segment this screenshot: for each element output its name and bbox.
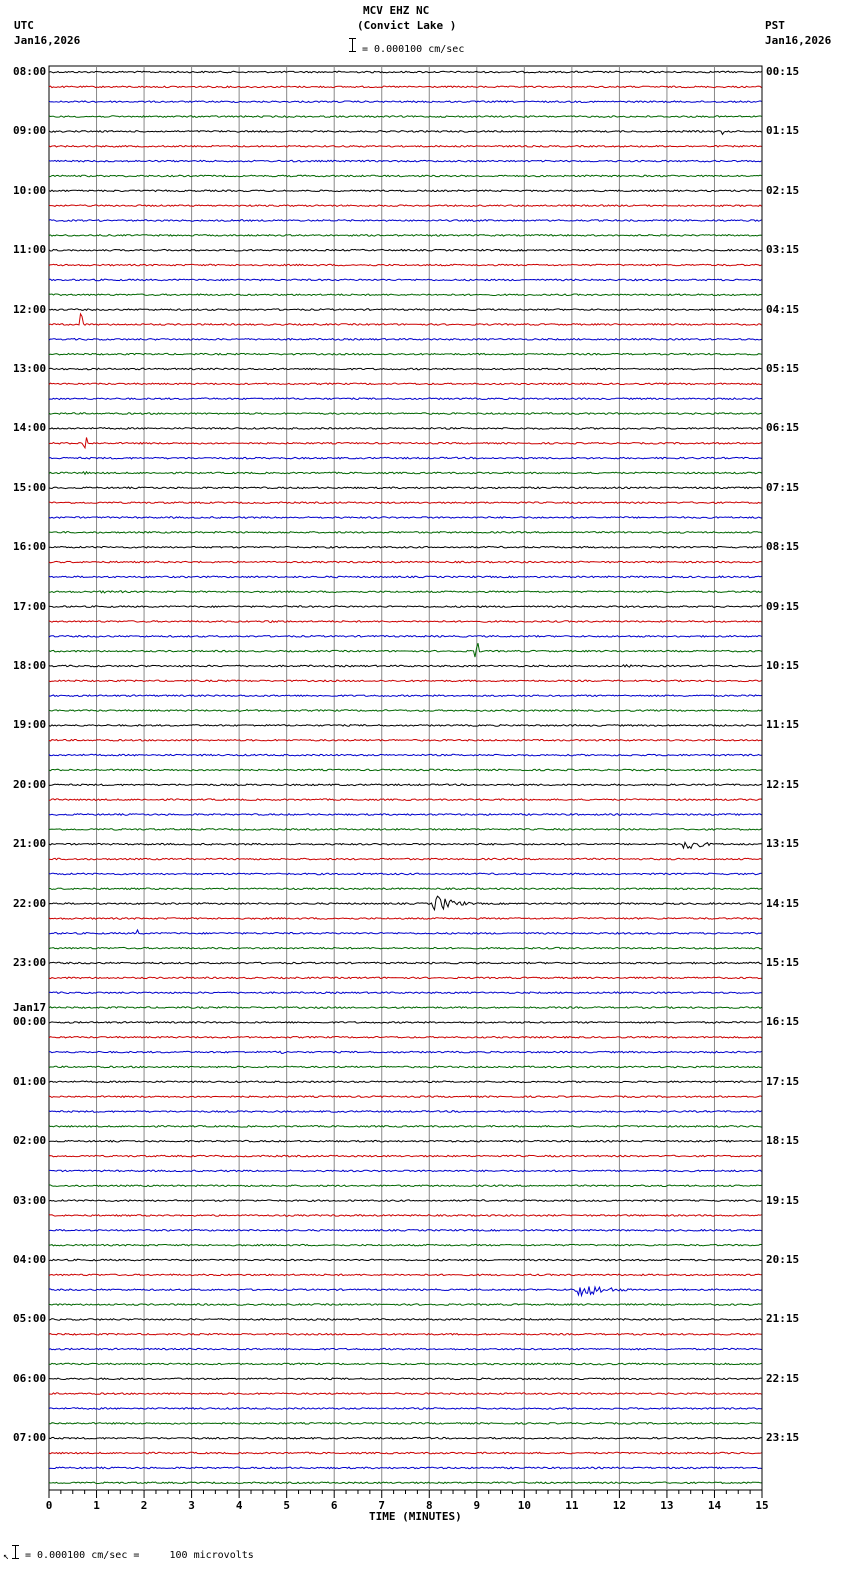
trace-30 xyxy=(49,517,762,519)
trace-31 xyxy=(49,532,762,534)
trace-72 xyxy=(49,1140,762,1142)
trace-94 xyxy=(49,1467,762,1469)
trace-39 xyxy=(49,643,762,657)
right-hour-label: 08:15 xyxy=(766,540,800,554)
right-hour-label: 04:15 xyxy=(766,302,800,316)
right-hour-label: 19:15 xyxy=(766,1193,800,1207)
right-hour-label: 18:15 xyxy=(766,1134,800,1148)
scale-text: = 0.000100 cm/sec xyxy=(362,44,465,55)
trace-57 xyxy=(49,918,762,920)
right-hour-label: 12:15 xyxy=(766,777,800,791)
trace-44 xyxy=(49,725,762,727)
right-date: Jan16,2026 xyxy=(765,34,832,47)
trace-77 xyxy=(49,1215,762,1217)
right-hour-label: 06:15 xyxy=(766,421,800,435)
trace-37 xyxy=(49,621,762,623)
trace-8 xyxy=(49,190,762,192)
x-tick-label: 3 xyxy=(188,1499,195,1512)
left-hour-label: 23:00 xyxy=(13,956,47,969)
footer-scale-cap-top xyxy=(12,1545,19,1546)
left-hour-label: 09:00 xyxy=(13,124,47,138)
right-hour-label: 07:15 xyxy=(766,480,800,494)
right-hour-label: 10:15 xyxy=(766,659,800,672)
trace-61 xyxy=(49,977,762,979)
left-hour-label: 14:00 xyxy=(13,421,47,435)
trace-29 xyxy=(49,502,762,504)
trace-38 xyxy=(49,636,762,638)
footer-scale-bar-icon xyxy=(15,1545,16,1559)
left-hour-label: 00:00 xyxy=(13,1015,47,1029)
trace-89 xyxy=(49,1393,762,1395)
left-hour-label: 03:00 xyxy=(13,1193,47,1207)
left-timezone: UTC xyxy=(14,19,34,32)
trace-59 xyxy=(49,947,762,949)
trace-22 xyxy=(49,398,762,400)
trace-27 xyxy=(49,472,762,475)
date-change-label: Jan17 xyxy=(13,1001,47,1015)
trace-64 xyxy=(49,1022,762,1024)
trace-92 xyxy=(49,1437,762,1439)
trace-40 xyxy=(49,665,762,667)
trace-9 xyxy=(49,205,762,207)
left-hour-label: 11:00 xyxy=(13,243,47,257)
right-hour-label: 21:15 xyxy=(766,1312,800,1326)
left-hour-label: 12:00 xyxy=(13,302,47,316)
trace-7 xyxy=(49,175,762,177)
trace-90 xyxy=(49,1408,762,1410)
right-hour-label: 14:15 xyxy=(766,896,800,910)
x-tick-label: 8 xyxy=(425,1499,433,1512)
left-hour-label: 22:00 xyxy=(13,896,47,910)
left-hour-label: 07:00 xyxy=(13,1431,47,1445)
trace-23 xyxy=(49,413,762,415)
trace-34 xyxy=(49,576,762,578)
right-hour-label: 01:15 xyxy=(766,124,800,138)
left-hour-label: 04:00 xyxy=(13,1253,47,1266)
right-hour-label: 16:15 xyxy=(766,1015,800,1029)
x-tick-label: 13 xyxy=(660,1499,674,1512)
trace-10 xyxy=(49,220,762,222)
trace-70 xyxy=(49,1111,762,1113)
trace-43 xyxy=(49,710,762,712)
x-tick-label: 5 xyxy=(283,1499,290,1512)
left-hour-label: 05:00 xyxy=(13,1312,47,1326)
trace-85 xyxy=(49,1334,762,1336)
left-hour-label: 06:00 xyxy=(13,1371,47,1385)
left-hour-label: 18:00 xyxy=(13,659,47,672)
x-tick-label: 0 xyxy=(45,1499,53,1512)
trace-60 xyxy=(49,962,762,964)
right-timezone: PST xyxy=(765,19,785,32)
trace-81 xyxy=(49,1274,762,1276)
left-hour-label: 19:00 xyxy=(13,718,47,732)
trace-51 xyxy=(49,829,762,831)
trace-17 xyxy=(49,314,762,325)
x-tick-label: 7 xyxy=(378,1499,386,1512)
trace-41 xyxy=(49,680,762,682)
trace-3 xyxy=(49,116,762,118)
x-tick-label: 6 xyxy=(330,1499,338,1512)
trace-50 xyxy=(49,814,762,816)
trace-86 xyxy=(49,1348,762,1350)
trace-48 xyxy=(49,784,762,786)
trace-73 xyxy=(49,1155,762,1157)
trace-20 xyxy=(49,368,762,370)
right-hour-label: 15:15 xyxy=(766,956,800,969)
left-hour-label: 10:00 xyxy=(13,183,47,197)
trace-33 xyxy=(49,561,762,563)
footer-scale-note: = 0.000100 cm/sec = 100 microvolts xyxy=(25,1550,254,1561)
trace-47 xyxy=(49,769,762,771)
trace-24 xyxy=(49,428,762,430)
trace-63 xyxy=(49,1007,762,1009)
trace-19 xyxy=(49,353,762,355)
trace-36 xyxy=(49,606,762,608)
trace-25 xyxy=(49,438,762,448)
footer-arrow-icon: ↖ xyxy=(3,1551,10,1562)
trace-83 xyxy=(49,1304,762,1306)
trace-26 xyxy=(49,457,762,459)
trace-95 xyxy=(49,1482,762,1484)
right-hour-label: 17:15 xyxy=(766,1074,800,1088)
right-hour-label: 03:15 xyxy=(766,243,800,257)
x-tick-label: 1 xyxy=(93,1499,100,1512)
trace-62 xyxy=(49,992,762,994)
left-hour-label: 17:00 xyxy=(13,599,47,613)
trace-46 xyxy=(49,754,762,756)
right-hour-label: 02:15 xyxy=(766,183,800,197)
left-hour-label: 13:00 xyxy=(13,362,47,375)
station-location: (Convict Lake ) xyxy=(357,19,457,32)
right-hour-label: 22:15 xyxy=(766,1371,800,1385)
trace-32 xyxy=(49,546,762,548)
trace-58 xyxy=(49,930,762,934)
trace-45 xyxy=(49,740,762,742)
x-tick-label: 11 xyxy=(565,1499,579,1512)
trace-54 xyxy=(49,873,762,875)
x-tick-label: 15 xyxy=(755,1499,769,1512)
trace-74 xyxy=(49,1170,762,1172)
trace-28 xyxy=(49,487,762,489)
left-hour-label: 21:00 xyxy=(13,837,47,851)
trace-0 xyxy=(49,71,762,73)
trace-5 xyxy=(49,146,762,148)
trace-91 xyxy=(49,1423,762,1425)
trace-76 xyxy=(49,1200,762,1202)
trace-71 xyxy=(49,1126,762,1128)
x-axis-label: TIME (MINUTES) xyxy=(369,1510,462,1523)
right-hour-label: 05:15 xyxy=(766,362,800,375)
trace-78 xyxy=(49,1230,762,1232)
right-hour-label: 11:15 xyxy=(766,718,800,732)
trace-1 xyxy=(49,86,762,88)
trace-69 xyxy=(49,1096,762,1098)
x-tick-label: 9 xyxy=(473,1499,481,1512)
x-tick-label: 10 xyxy=(517,1499,531,1512)
trace-35 xyxy=(49,591,762,593)
left-hour-label: 02:00 xyxy=(13,1134,47,1148)
footer-scale-cap-bottom xyxy=(12,1558,19,1559)
trace-87 xyxy=(49,1363,762,1365)
trace-11 xyxy=(49,235,762,237)
left-hour-label: 01:00 xyxy=(13,1074,47,1088)
x-tick-label: 4 xyxy=(235,1499,243,1512)
trace-68 xyxy=(49,1081,762,1083)
right-hour-label: 09:15 xyxy=(766,599,800,613)
trace-55 xyxy=(49,888,762,890)
trace-42 xyxy=(49,695,762,697)
left-hour-label: 08:00 xyxy=(13,65,47,78)
x-tick-label: 2 xyxy=(140,1499,148,1512)
left-hour-label: 20:00 xyxy=(13,777,47,791)
trace-75 xyxy=(49,1185,762,1187)
trace-49 xyxy=(49,799,762,801)
right-hour-label: 20:15 xyxy=(766,1253,800,1266)
right-hour-label: 13:15 xyxy=(766,837,800,851)
trace-56 xyxy=(49,896,762,910)
x-tick-label: 12 xyxy=(612,1499,627,1512)
trace-79 xyxy=(49,1244,762,1246)
trace-18 xyxy=(49,339,762,341)
trace-2 xyxy=(49,101,762,103)
trace-80 xyxy=(49,1259,762,1261)
trace-12 xyxy=(49,249,762,251)
trace-67 xyxy=(49,1066,762,1068)
trace-13 xyxy=(49,264,762,266)
trace-6 xyxy=(49,160,762,162)
right-hour-label: 00:15 xyxy=(766,65,800,78)
trace-16 xyxy=(49,309,762,311)
left-date: Jan16,2026 xyxy=(14,34,81,47)
trace-66 xyxy=(49,1051,762,1053)
station-title: MCV EHZ NC xyxy=(363,4,430,17)
trace-4 xyxy=(49,131,762,135)
trace-88 xyxy=(49,1378,762,1380)
right-hour-label: 23:15 xyxy=(766,1431,800,1445)
trace-15 xyxy=(49,294,762,296)
left-hour-label: 15:00 xyxy=(13,480,47,494)
trace-14 xyxy=(49,279,762,281)
trace-21 xyxy=(49,383,762,385)
trace-93 xyxy=(49,1452,762,1454)
x-tick-label: 14 xyxy=(707,1499,722,1512)
trace-52 xyxy=(49,842,762,848)
trace-84 xyxy=(49,1319,762,1321)
left-hour-label: 16:00 xyxy=(13,540,47,554)
trace-65 xyxy=(49,1037,762,1039)
trace-53 xyxy=(49,858,762,860)
trace-82 xyxy=(49,1287,762,1296)
